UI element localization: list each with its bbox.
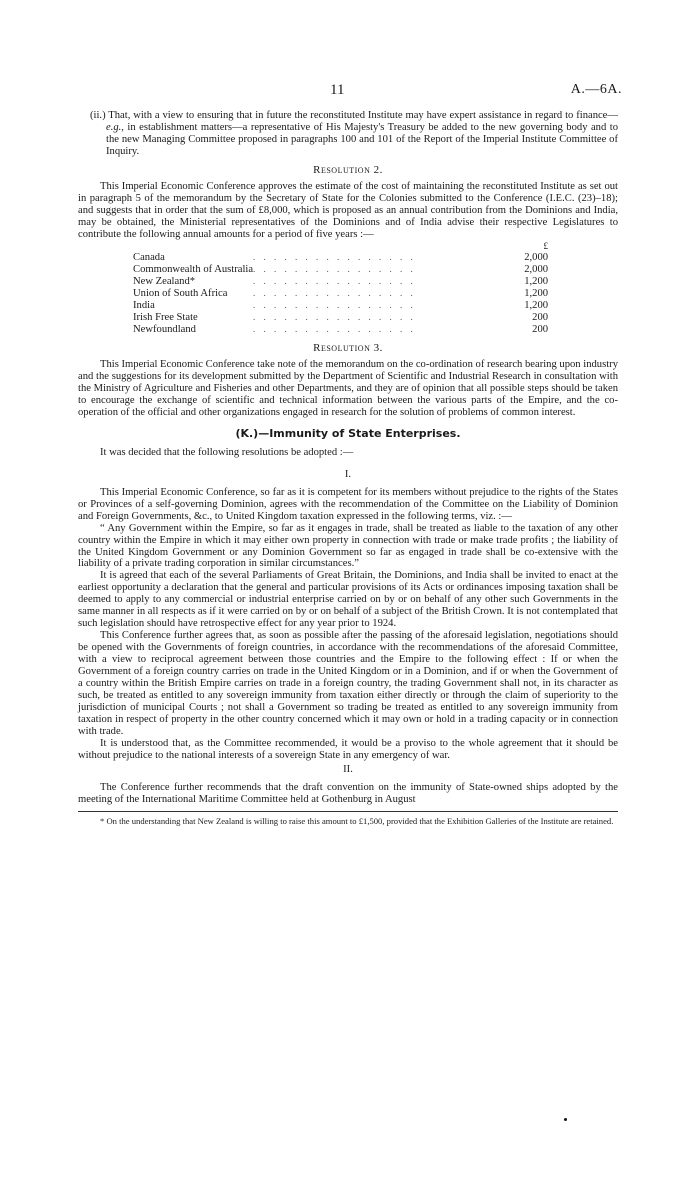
resolution-3-text: This Imperial Economic Conference take note of the memorandum on the co-ordination of research bearing upon industry and the suggestions for its development submitted by the Department of Scientific and Industrial Research in consultation with the Ministry of Agriculture and Fisheries and other Departments, and they are of opinion that all possible steps should be taken to encourage the exchange of scientific and technical information between the various parts of the Empire, and the co-operation of the official and other organizations engaged in research for the solution of problems of common interest. <box>78 359 618 418</box>
country-amount: 2,000 <box>524 252 549 264</box>
intro-item <box>62 110 618 158</box>
currency-symbol: £ <box>543 240 549 251</box>
table-row <box>133 288 548 300</box>
leader-dots: . . . . . . . . . . . . . . . . <box>253 276 416 287</box>
section-paragraph: This Conference further agrees that, as soon as possible after the passing of the aforesaid legislation, negotiations should be opened with the Governments of foreign countries, in accordance with the recommendations of the aforesaid Committee, with a view to reciprocal agreement between those countries and the Empire to the following effect : If or when the Government of a foreign country carries on trade in the United Kingdom or in a Dominion, and if or when the Government of a country within the British Empire carries on trade in a foreign country, the trading Government shall not, in its character as such, be treated as entitled to any sovereign immunity from taxation either directly or through the claim of superiority to the jurisdiction of municipal Courts ; not shall a Government so trading be treated as entitled to any sovereign immunity from taxation in respect of property in the other country concerned which it may own or hold in a trading capacity or in connection with trade. <box>78 630 618 737</box>
resolution-3-heading: Resolution 3. <box>313 342 383 355</box>
roman-numeral-two: II. <box>343 763 353 775</box>
currency-row <box>133 241 548 253</box>
section-k-heading: (K.)—Immunity of State Enterprises. <box>235 426 461 440</box>
leader-dots: . . . . . . . . . . . . . . . . <box>253 324 416 335</box>
item-text-before: That, with a view to ensuring that in future the reconstituted Institute may have expert assistance in regard to finance— <box>108 110 618 121</box>
country-amount: 200 <box>532 324 549 336</box>
section-paragraph: It is agreed that each of the several Parliaments of Great Britain, the Dominions, and India shall be invited to enact at the earliest opportunity a declaration that the general and particular provisions of its Acts or ordinances imposing taxation shall be deemed to apply to any commercial or industrial enterprise carried on by or on behalf of any other such Governments in the same manner in all respects as if it were carried on by or on behalf of a subject of the British Crown. It is not contemplated that such legislation should have retrospective effect for any year prior to 1924. <box>78 570 618 630</box>
leader-dots: . . . . . . . . . . . . . . . . <box>253 264 416 275</box>
country-name: India <box>133 300 155 312</box>
section-paragraph: It is understood that, as the Committee recommended, it would be a proviso to the whole agreement that it should be without prejudice to the national interests of a sovereign State in any emergency of war. <box>78 737 618 761</box>
item-text-after: , in establishment matters—a representative of His Majesty's Treasury be added to the new governing body and to the new Managing Committee proposed in paragraphs 100 and 101 of the Report of the Imperial Institute Committee of Inquiry. <box>106 121 618 157</box>
contributions-table <box>133 241 548 337</box>
leader-dots: . . . . . . . . . . . . . . . . <box>253 312 416 323</box>
page-mark <box>564 1118 567 1121</box>
final-paragraph: The Conference further recommends that the draft convention on the immunity of State-owned ships adopted by the meeting of the International Maritime Committee held at Gothenburg in August <box>78 781 618 805</box>
resolution-2-text: This Imperial Economic Conference approves the estimate of the cost of maintaining the reconstituted Institute as set out in paragraph 5 of the memorandum by the Secretary of State for the Colonies submitted to the Conference (I.E.C. (23)–18); and suggests that in order that the sum of £8,000, which is proposed as an annual contribution from the Dominions and India, may be obtained, the Ministerial representatives of the Dominions and of India advise their respective Legislatures to contribute the following annual amounts for a period of five years :— <box>78 180 618 240</box>
table-row <box>133 300 548 312</box>
item-eg: e.g. <box>106 121 122 133</box>
country-amount: 1,200 <box>524 276 549 288</box>
page-body <box>78 110 618 826</box>
roman-numeral-one: I. <box>344 468 352 480</box>
country-name: Commonwealth of Australia <box>133 264 254 276</box>
leader-dots: . . . . . . . . . . . . . . . . <box>253 252 416 263</box>
decided-text: It was decided that the following resolutions be adopted :— <box>100 446 354 458</box>
table-row <box>133 264 548 276</box>
footnote: * On the understanding that New Zealand is willing to raise this amount to £1,500, provided that the Exhibition Galleries of the Institute are retained. <box>100 815 614 826</box>
section-paragraph: This Imperial Economic Conference, so far as it is competent for its members without prejudice to the rights of the States or Provinces of a self-governing Dominion, agrees with the recommendation of the Committee on the Liability of Dominion and Foreign Governments, &c., to United Kingdom taxation expressed in the following terms, viz. :— <box>78 486 618 522</box>
leader-dots: . . . . . . . . . . . . . . . . <box>253 300 416 311</box>
country-name: Newfoundland <box>133 324 196 336</box>
document-reference: A.—6A. <box>570 82 622 97</box>
table-row <box>133 252 548 264</box>
footnote-divider <box>78 811 618 812</box>
table-row <box>133 324 548 336</box>
country-name: Canada <box>133 252 165 264</box>
table-row <box>133 312 548 324</box>
country-amount: 1,200 <box>524 288 549 300</box>
country-amount: 1,200 <box>524 300 549 312</box>
country-amount: 2,000 <box>524 264 549 276</box>
table-row <box>133 276 548 288</box>
leader-dots: . . . . . . . . . . . . . . . . <box>253 288 416 299</box>
country-amount: 200 <box>532 312 549 324</box>
country-name: Union of South Africa <box>133 288 228 300</box>
section-paragraph: “ Any Government within the Empire, so far as it engages in trade, shall be treated as liable to the taxation of any other country within the Empire in which it may either own property in connection with trade or make trade profits ; the liability of the United Kingdom Government or any Dominion Government so far as engaged in trade shall be co-extensive with the liability of a private trading corporation in similar circumstances.” <box>78 522 618 570</box>
country-name: Irish Free State <box>133 312 198 324</box>
country-name: New Zealand* <box>133 276 196 288</box>
resolution-2-heading: Resolution 2. <box>313 163 383 176</box>
page-number: 11 <box>330 82 345 98</box>
item-marker: (ii.) <box>90 110 106 121</box>
